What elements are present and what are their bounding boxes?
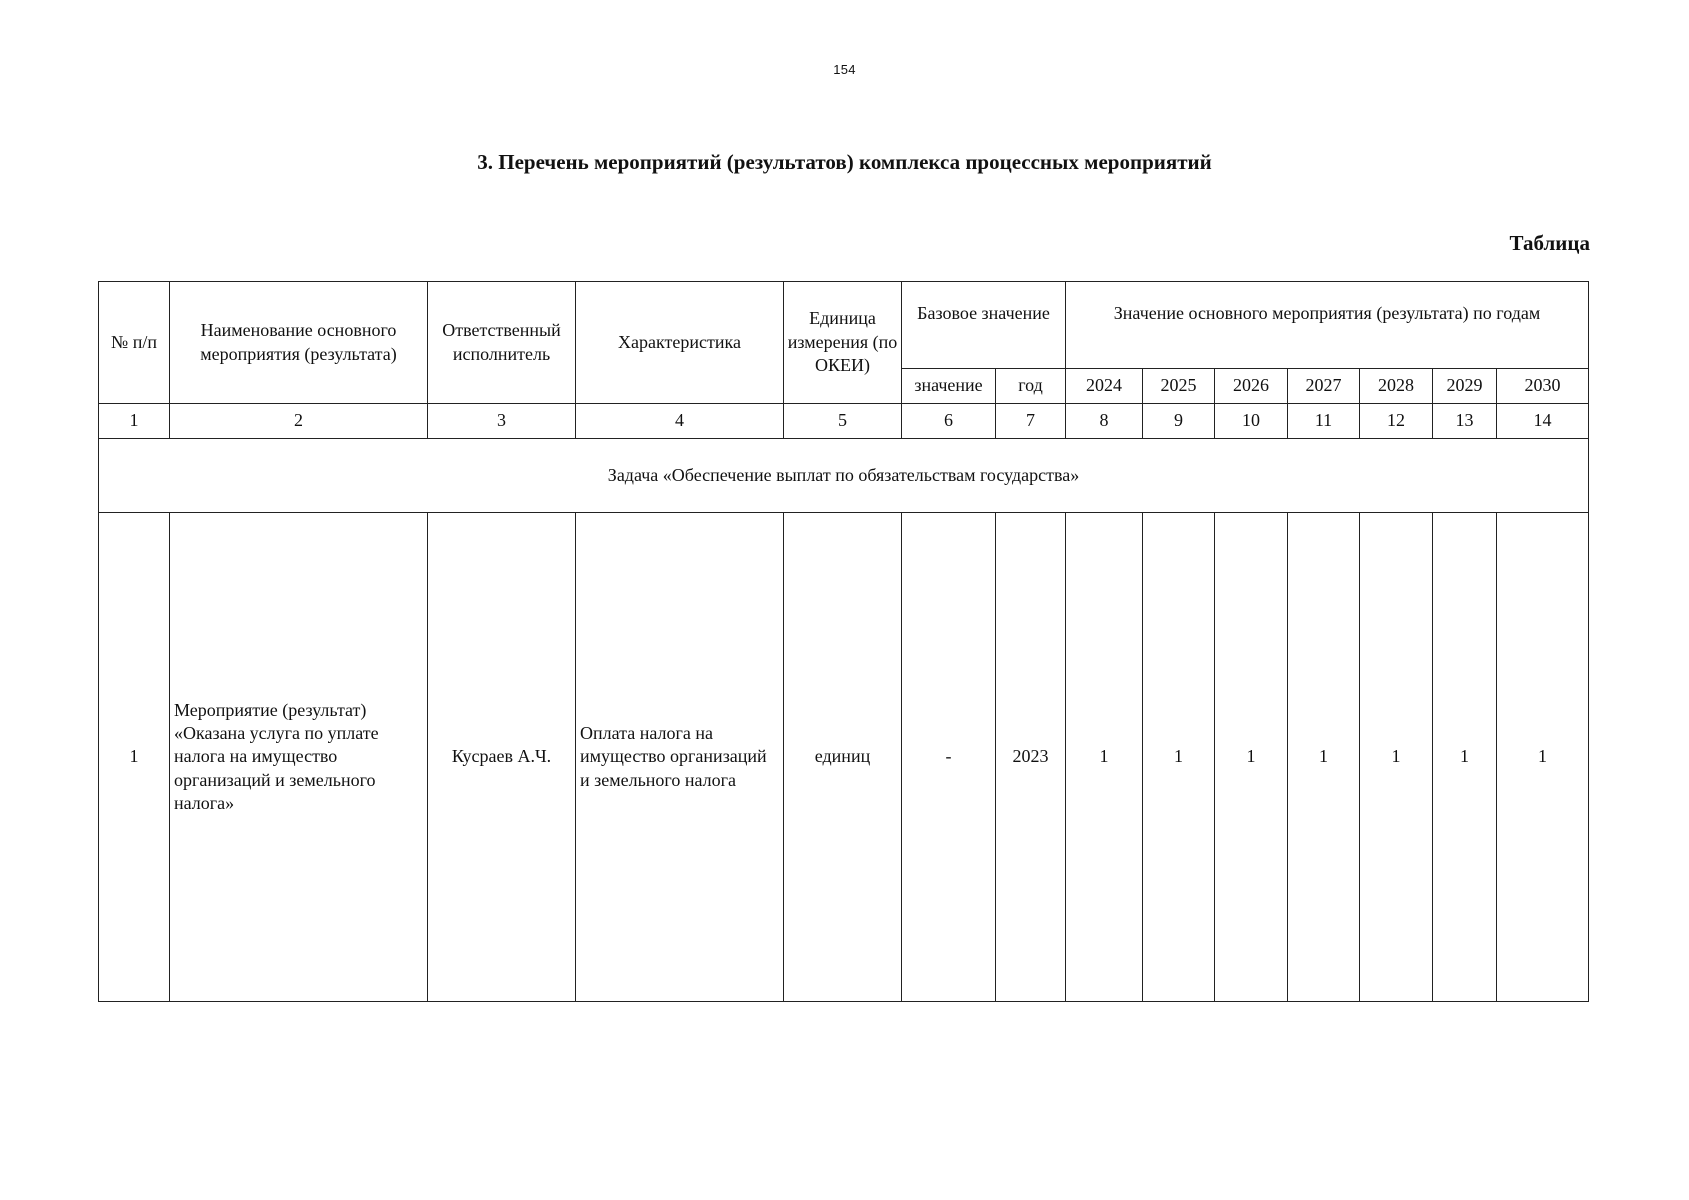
header-unit: Единица измерения (по ОКЕИ): [784, 282, 902, 404]
task-row: [99, 439, 1589, 513]
column-number: 7: [996, 404, 1066, 439]
row-year-value: 1: [1215, 513, 1288, 1002]
task-label: Задача «Обеспечение выплат по обязательствам государства»: [99, 439, 1589, 513]
row-characteristic: Оплата налога на имущество организаций и земельного налога: [576, 513, 784, 1002]
page-number: 154: [833, 62, 856, 77]
column-number: 14: [1497, 404, 1589, 439]
row-year-value: 1: [1497, 513, 1589, 1002]
header-responsible: Ответственный исполнитель: [428, 282, 576, 404]
header-yearly-values: Значение основного мероприятия (результата) по годам: [1066, 282, 1589, 369]
row-year-value: 1: [1433, 513, 1497, 1002]
row-responsible: Кусраев А.Ч.: [428, 513, 576, 1002]
column-number: 12: [1360, 404, 1433, 439]
row-year-value: 1: [1360, 513, 1433, 1002]
header-year: 2027: [1288, 369, 1360, 404]
column-number: 11: [1288, 404, 1360, 439]
header-year: 2024: [1066, 369, 1143, 404]
header-row-top: [99, 282, 1589, 369]
row-name: Мероприятие (результат) «Оказана услуга по уплате налога на имущество организаций и земельного налога»: [170, 513, 428, 1002]
column-number: 1: [99, 404, 170, 439]
table-label: Таблица: [1509, 231, 1590, 255]
column-number: 13: [1433, 404, 1497, 439]
column-number: 6: [902, 404, 996, 439]
header-num: № п/п: [99, 282, 170, 404]
header-year: 2026: [1215, 369, 1288, 404]
measures-table: [98, 281, 1589, 1002]
header-characteristic: Характеристика: [576, 282, 784, 404]
table-row: [99, 513, 1589, 1002]
row-num: 1: [99, 513, 170, 1002]
column-number: 10: [1215, 404, 1288, 439]
header-year: 2029: [1433, 369, 1497, 404]
column-number: 5: [784, 404, 902, 439]
column-number: 4: [576, 404, 784, 439]
row-year-value: 1: [1066, 513, 1143, 1002]
row-unit: единиц: [784, 513, 902, 1002]
header-year: 2028: [1360, 369, 1433, 404]
column-number: 9: [1143, 404, 1215, 439]
column-number: 3: [428, 404, 576, 439]
header-year: 2030: [1497, 369, 1589, 404]
row-base-value: -: [902, 513, 996, 1002]
header-year: 2025: [1143, 369, 1215, 404]
row-year-value: 1: [1288, 513, 1360, 1002]
row-year-value: 1: [1143, 513, 1215, 1002]
header-base-year-sub: год: [996, 369, 1066, 404]
column-number-row: [99, 404, 1589, 439]
header-base-value: Базовое значение: [902, 282, 1066, 369]
header-name: Наименование основного мероприятия (результата): [170, 282, 428, 404]
column-number: 2: [170, 404, 428, 439]
column-number: 8: [1066, 404, 1143, 439]
header-base-value-sub: значение: [902, 369, 996, 404]
document-title: 3. Перечень мероприятий (результатов) комплекса процессных мероприятий: [477, 150, 1212, 174]
row-base-year: 2023: [996, 513, 1066, 1002]
